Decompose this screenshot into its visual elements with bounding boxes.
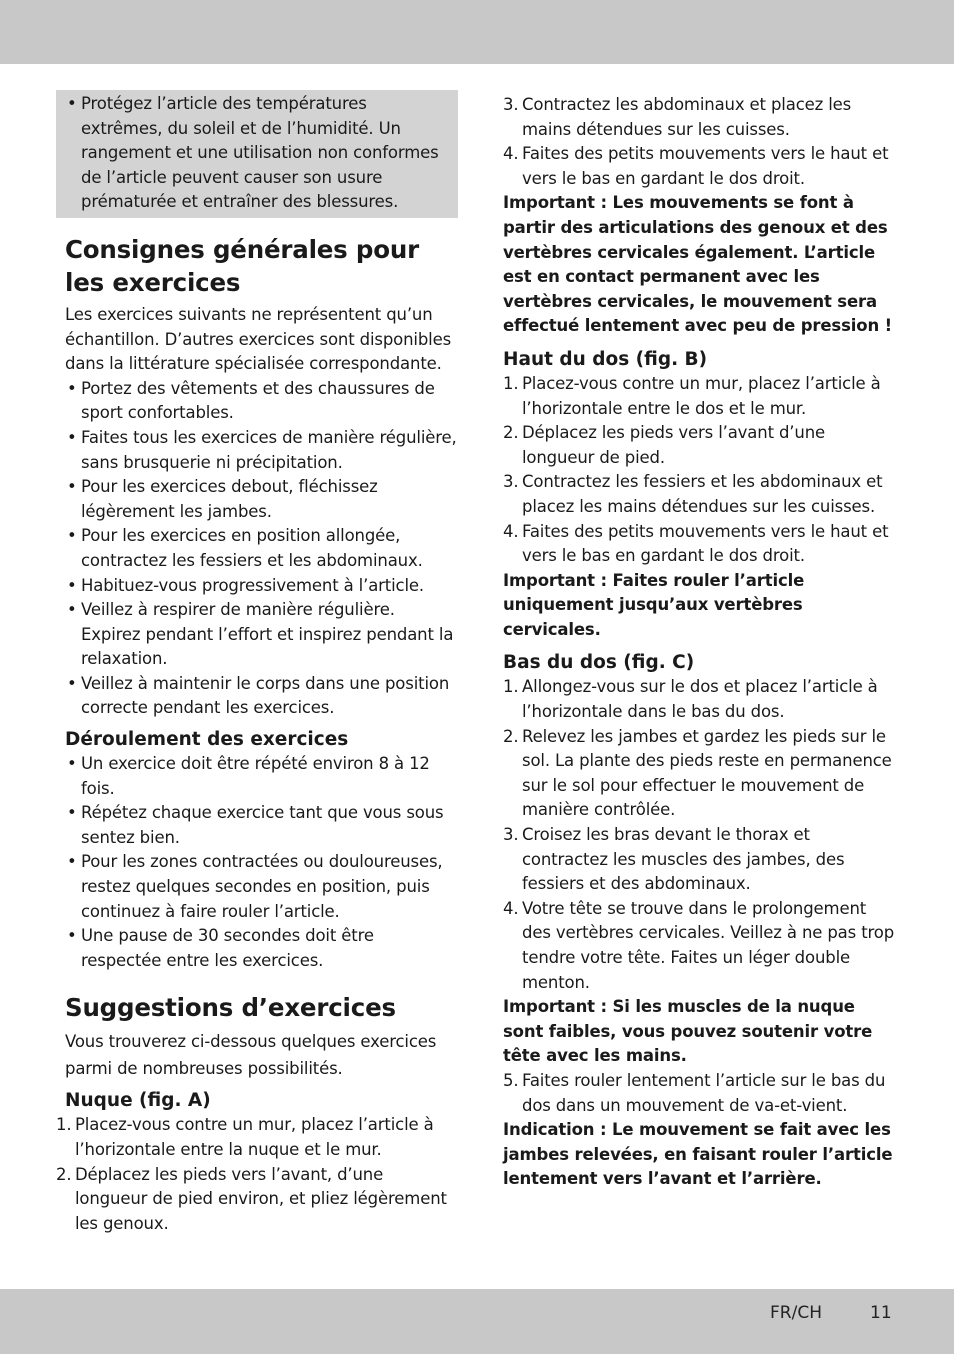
list-item: • Un exercice doit être répété environ 8 à 12 fois.: [65, 752, 458, 801]
general-list: [56, 377, 458, 721]
general-instructions-heading: Consignes générales pour les exercices: [65, 234, 419, 297]
list-item: [503, 421, 895, 470]
list-item: • Une pause de 30 secondes doit être respectée entre les exercices.: [65, 924, 458, 973]
haut-steps: [503, 372, 895, 569]
step-text: Croisez les bras devant le thorax et contractez les muscles des jambes, des fessiers et des abdominaux.: [522, 825, 845, 894]
list-item: [503, 520, 895, 569]
step-text: Placez-vous contre un mur, placez l’article à l’horizontale entre la nuque et le mur.: [75, 1115, 434, 1159]
list-item: [503, 1069, 895, 1118]
suggestions-heading: Suggestions d’exercices: [65, 993, 396, 1023]
right-column: [503, 93, 895, 1192]
nuque-important: Important : Les mouvements se font à partir des articulations des genoux et des vertèbres cervicales également. L’article est en contact permanent avec les vertèbres cervicales, le mouvement sera effectué lentement avec peu de pression !: [503, 193, 893, 336]
step-text: Faites des petits mouvements vers le haut et vers le bas en gardant le dos droit.: [522, 144, 889, 188]
left-column: [56, 90, 458, 1236]
list-item: [503, 93, 895, 142]
step-number: 2.: [56, 1164, 72, 1184]
bas-important: Important : Si les muscles de la nuque sont faibles, vous pouvez soutenir votre tête avec les mains.: [503, 997, 873, 1066]
step-number: 4.: [503, 898, 519, 918]
nuque-steps-continued: [503, 93, 895, 191]
step-text: Relevez les jambes et gardez les pieds sur le sol. La plante des pieds reste en permanence sur le sol pour effectuer le mouvement de manière contrôlée.: [522, 726, 892, 820]
list-item: • Répétez chaque exercice tant que vous sous sentez bien.: [65, 801, 458, 850]
step-number: 1.: [56, 1115, 72, 1135]
step-text: Allongez-vous sur le dos et placez l’article à l’horizontale dans le bas du dos.: [522, 677, 878, 722]
bas-indication: Indication : Le mouvement se fait avec les jambes relevées, en faisant rouler l’article lentement vers l’avant et l’arrière.: [503, 1120, 893, 1189]
list-item: • Pour les exercices en position allongée, contractez les fessiers et les abdominaux.: [65, 524, 458, 573]
haut-du-dos-heading: Haut du dos (fig. B): [503, 348, 708, 370]
step-number: 3.: [503, 95, 519, 114]
list-item: [503, 725, 895, 823]
deroulement-list: [56, 752, 458, 973]
bas-du-dos-heading: Bas du dos (fig. C): [503, 652, 695, 674]
header-band: [0, 0, 954, 64]
list-item: [503, 897, 895, 995]
list-item: • Veillez à maintenir le corps dans une position correcte pendant les exercices.: [65, 672, 458, 721]
list-item: • Faites tous les exercices de manière régulière, sans brusquerie ni précipitation.: [65, 426, 458, 475]
warning-list: [65, 92, 452, 215]
step-number: 4.: [503, 144, 519, 164]
step-text: Faites des petits mouvements vers le haut et vers le bas en gardant le dos droit.: [522, 521, 889, 566]
list-item: [56, 1163, 458, 1237]
page-number: 11: [870, 1303, 892, 1323]
step-number: 2.: [503, 726, 519, 746]
step-number: 2.: [503, 423, 519, 443]
step-text: Faites rouler lentement l’article sur le bas du dos dans un mouvement de va-et-vient.: [522, 1070, 886, 1115]
list-item: • Veillez à respirer de manière régulière. Expirez pendant l’effort et inspirez pendant la relaxation.: [65, 598, 458, 672]
bas-step-5: [503, 1069, 895, 1118]
list-item: [503, 823, 895, 897]
deroulement-heading: Déroulement des exercices: [65, 729, 349, 751]
step-text: Contractez les fessiers et les abdominaux et placez les mains détendues sur les cuisses.: [522, 472, 883, 516]
warning-box: [56, 90, 458, 218]
step-text: Placez-vous contre un mur, placez l’article à l’horizontale entre le dos et le mur.: [522, 373, 881, 418]
step-number: 1.: [503, 373, 519, 393]
footer-language: FR/CH: [770, 1303, 822, 1323]
general-intro: Les exercices suivants ne représentent qu’un échantillon. D’autres exercices sont disponibles dans la littérature spécialisée correspondante.: [65, 304, 452, 374]
list-item: [503, 142, 895, 191]
nuque-steps: [56, 1113, 458, 1236]
step-number: 3.: [503, 472, 519, 492]
list-item: • Portez des vêtements et des chaussures de sport confortables.: [65, 377, 458, 426]
suggestions-intro: Vous trouverez ci-dessous quelques exercices parmi de nombreuses possibilités.: [65, 1032, 437, 1079]
step-text: Votre tête se trouve dans le prolongement des vertèbres cervicales. Veillez à ne pas trop tendre votre tête. Faites un léger double menton.: [522, 898, 895, 992]
bas-steps: [503, 675, 895, 995]
warning-item: • Protégez l’article des températures extrêmes, du soleil et de l’humidité. Un rangement et une utilisation non conformes de l’article peuvent causer son usure prématurée et entraîner des blessures.: [65, 92, 452, 215]
list-item: • Pour les exercices debout, fléchissez légèrement les jambes.: [65, 475, 458, 524]
step-text: Contractez les abdominaux et placez les mains détendues sur les cuisses.: [522, 95, 852, 139]
nuque-heading: Nuque (fig. A): [65, 1090, 211, 1112]
step-text: Déplacez les pieds vers l’avant d’une longueur de pied.: [522, 423, 826, 467]
list-item: • Habituez-vous progressivement à l’article.: [65, 574, 458, 599]
list-item: [503, 372, 895, 421]
step-text: Déplacez les pieds vers l’avant, d’une longueur de pied environ, et pliez légèrement les genoux.: [75, 1164, 447, 1233]
step-number: 3.: [503, 825, 519, 845]
list-item: [56, 1113, 458, 1162]
list-item: [503, 675, 895, 724]
step-number: 4.: [503, 521, 519, 541]
list-item: • Pour les zones contractées ou douloureuses, restez quelques secondes en position, puis continuez à faire rouler l’article.: [65, 850, 458, 924]
step-number: 5.: [503, 1070, 519, 1090]
step-number: 1.: [503, 677, 519, 697]
haut-important: Important : Faites rouler l’article uniquement jusqu’aux vertèbres cervicales.: [503, 570, 805, 639]
list-item: [503, 470, 895, 519]
